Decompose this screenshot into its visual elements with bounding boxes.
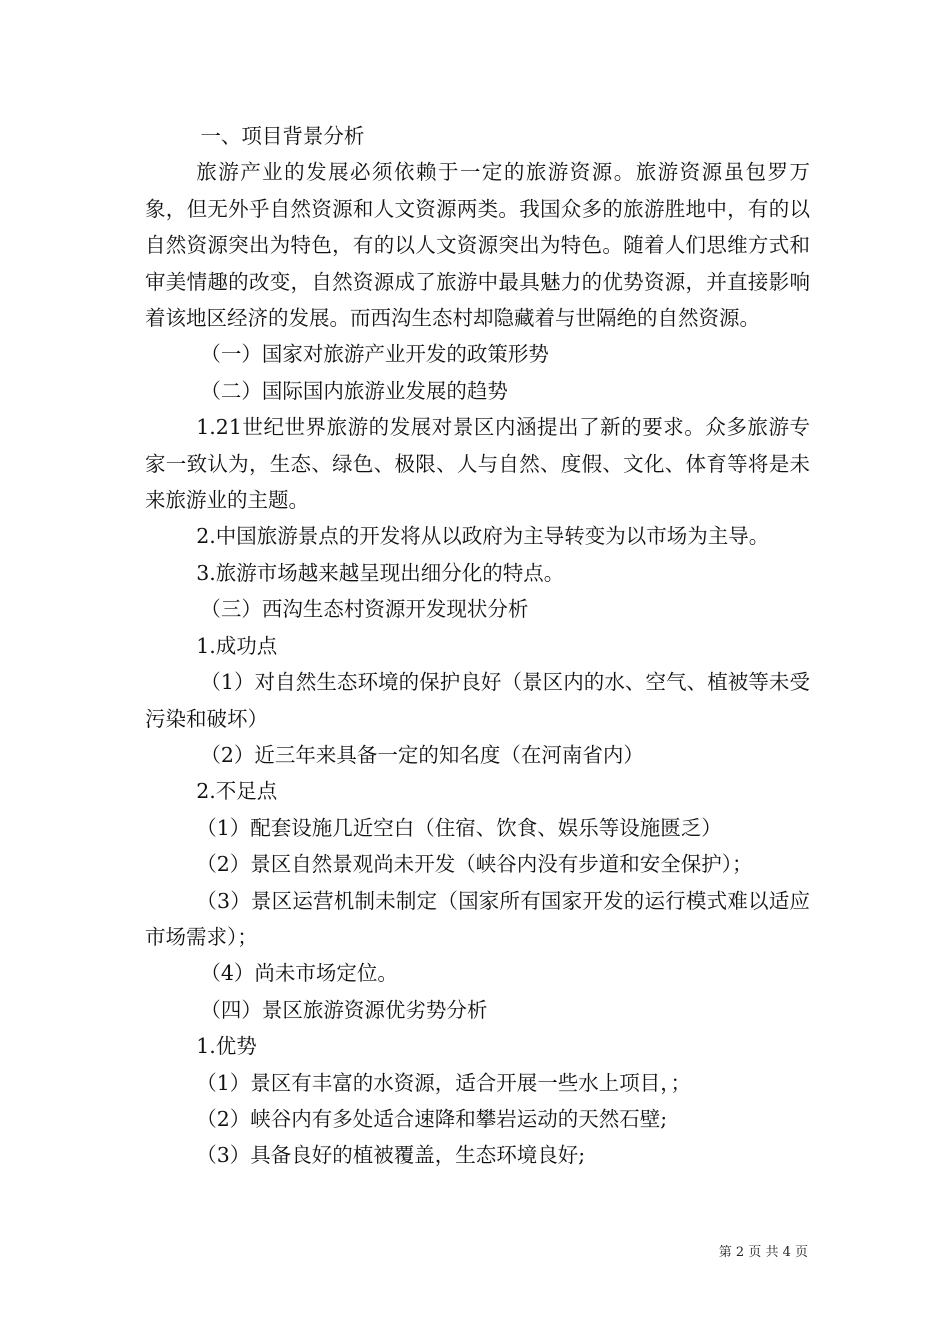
subsection-heading: （三）西沟生态村资源开发现状分析 — [200, 597, 529, 622]
document-body — [145, 118, 810, 1174]
list-heading: 1.优势 — [196, 1034, 257, 1059]
subsection-heading: （二）国际国内旅游业发展的趋势 — [200, 378, 508, 403]
list-heading: 1.成功点 — [196, 633, 278, 658]
list-item: （3）景区运营机制未制定（国家所有国家开发的运行模式难以适应市场需求）； — [145, 888, 810, 949]
list-item: （2）峡谷内有多处适合速降和攀岩运动的天然石壁; — [196, 1106, 668, 1131]
paragraph: 3.旅游市场越来越呈现出细分化的特点。 — [196, 560, 565, 585]
paragraph: 1.21世纪世界旅游的发展对景区内涵提出了新的要求。众多旅游专家一致认为，生态、绿色、极限、人与自然、度假、文化、体育等将是未来旅游业的主题。 — [145, 415, 810, 513]
list-item: （4）尚未市场定位。 — [200, 961, 398, 986]
paragraph: 2.中国旅游景点的开发将从以政府为主导转变为以市场为主导。 — [196, 524, 770, 549]
list-item: （2）近三年来具备一定的知名度（在河南省内） — [200, 742, 644, 767]
paragraph: 旅游产业的发展必须依赖于一定的旅游资源。旅游资源虽包罗万象，但无外乎自然资源和人文资源两类。我国众多的旅游胜地中，有的以自然资源突出为特色，有的以人文资源突出为特色。随着人们思维方式和审美情趣的改变，自然资源成了旅游中最具魅力的优势资源，并直接影响着该地区经济的发展。而西沟生态村却隐藏着与世隔绝的自然资源。 — [145, 160, 810, 331]
list-heading: 2.不足点 — [196, 779, 278, 804]
list-item: （1）对自然生态环境的保护良好（景区内的水、空气、植被等未受污染和破坏） — [145, 670, 810, 731]
section-heading: 一、项目背景分析 — [200, 124, 365, 148]
subsection-heading: （四）景区旅游资源优劣势分析 — [200, 997, 488, 1022]
list-item: （1）景区有丰富的水资源，适合开展一些水上项目，； — [196, 1070, 692, 1095]
list-item: （1）配套设施几近空白（住宿、饮食、娱乐等设施匮乏） — [196, 815, 722, 840]
list-item: （3）具备良好的植被覆盖，生态环境良好; — [196, 1143, 586, 1168]
list-item: （2）景区自然景观尚未开发（峡谷内没有步道和安全保护）； — [196, 852, 753, 877]
subsection-heading: （一）国家对旅游产业开发的政策形势 — [200, 342, 549, 367]
page-number-footer: 第 2 页 共 4 页 — [718, 1245, 808, 1260]
